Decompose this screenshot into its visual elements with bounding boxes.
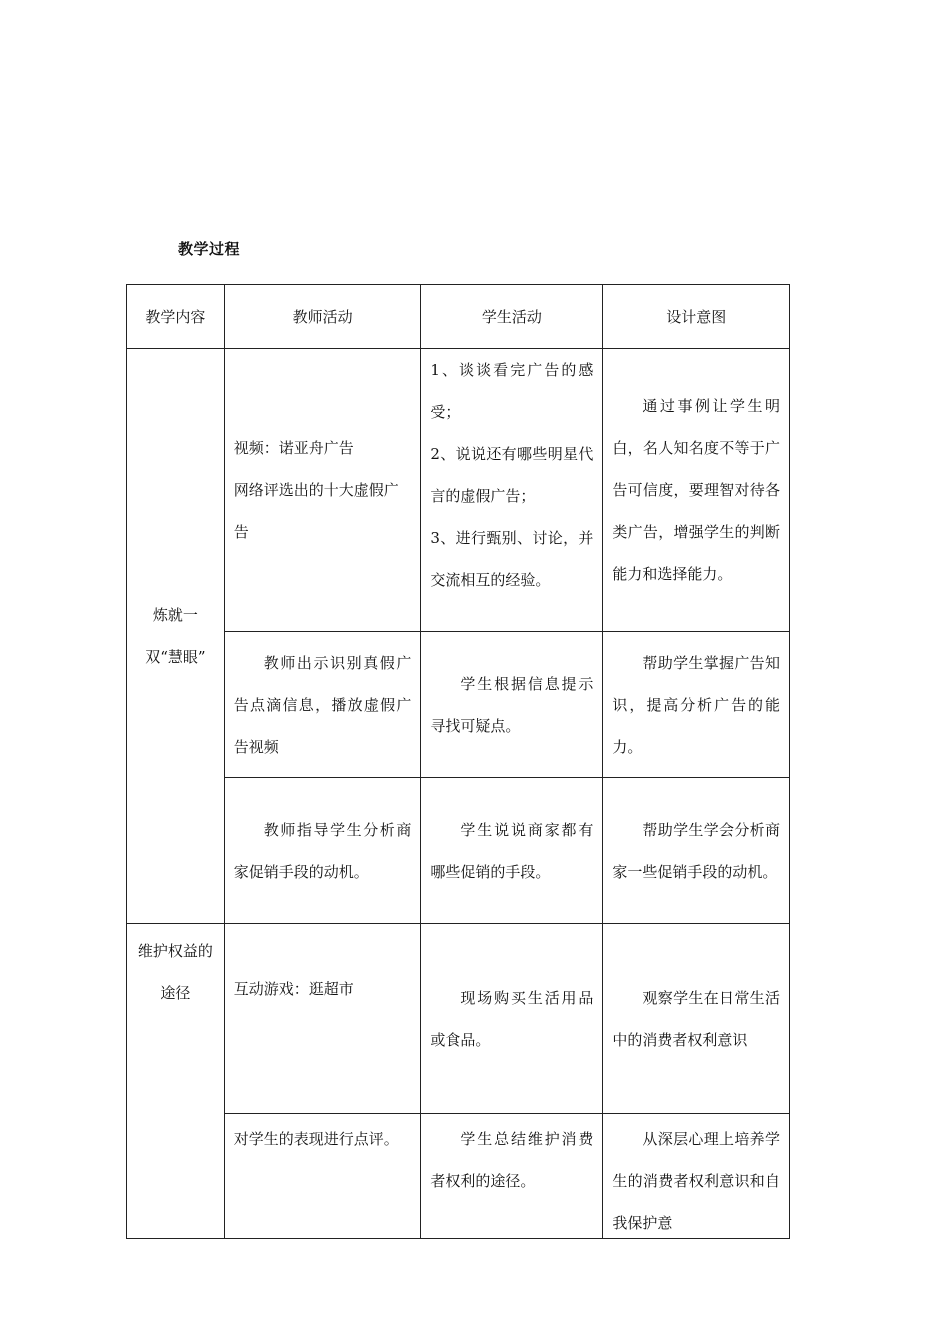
table-row (127, 632, 790, 778)
header-student-activity: 学生活动 (421, 285, 603, 349)
teacher-cell: 教师出示识别真假广告点滴信息，播放虚假广告视频 (224, 632, 421, 778)
header-teacher-activity: 教师活动 (224, 285, 421, 349)
student-cell: 学生总结维护消费者权利的途径。 (421, 1114, 603, 1239)
table-row (127, 349, 790, 632)
teacher-cell: 教师指导学生分析商家促销手段的动机。 (224, 778, 421, 924)
header-content: 教学内容 (127, 285, 225, 349)
teacher-cell: 对学生的表现进行点评。 (224, 1114, 421, 1239)
student-cell: 学生根据信息提示寻找可疑点。 (421, 632, 603, 778)
intent-cell: 帮助学生学会分析商家一些促销手段的动机。 (603, 778, 790, 924)
student-line: 1、谈谈看完广告的感受； (430, 361, 594, 421)
section-title: 教学过程 (178, 240, 241, 258)
table-row (127, 778, 790, 924)
teacher-line: 视频：诺亚舟广告 (233, 439, 354, 457)
student-cell: 现场购买生活用品或食品。 (421, 924, 603, 1114)
content-cell (127, 349, 225, 924)
content-label: 维护权益的途径 (137, 942, 213, 1002)
teacher-line: 网络评选出的十大虚假广告 (233, 481, 399, 541)
intent-text: 从深层心理上培养学生的消费者权利意识和自我保护意 (612, 1130, 780, 1230)
intent-cell: 观察学生在日常生活中的消费者权利意识 (603, 924, 790, 1114)
teacher-cell (224, 349, 421, 632)
content-label: 炼就一双“慧眼” (145, 606, 206, 666)
content-cell (127, 924, 225, 1239)
student-cell (421, 349, 603, 632)
teacher-cell: 互动游戏：逛超市 (224, 924, 421, 1114)
header-design-intent: 设计意图 (603, 285, 790, 349)
table-row (127, 1114, 790, 1239)
teaching-process-table (126, 284, 790, 1239)
table-row (127, 924, 790, 1114)
student-line: 2、说说还有哪些明星代言的虚假广告； (430, 445, 594, 505)
table-header-row (127, 285, 790, 349)
student-line: 3、进行甄别、讨论，并交流相互的经验。 (430, 529, 594, 589)
intent-cell: 通过事例让学生明白，名人知名度不等于广告可信度，要理智对待各类广告，增强学生的判断能力和选择能力。 (603, 349, 790, 632)
intent-cell: 帮助学生掌握广告知识，提高分析广告的能力。 (603, 632, 790, 778)
student-cell: 学生说说商家都有哪些促销的手段。 (421, 778, 603, 924)
intent-cell (603, 1114, 790, 1239)
